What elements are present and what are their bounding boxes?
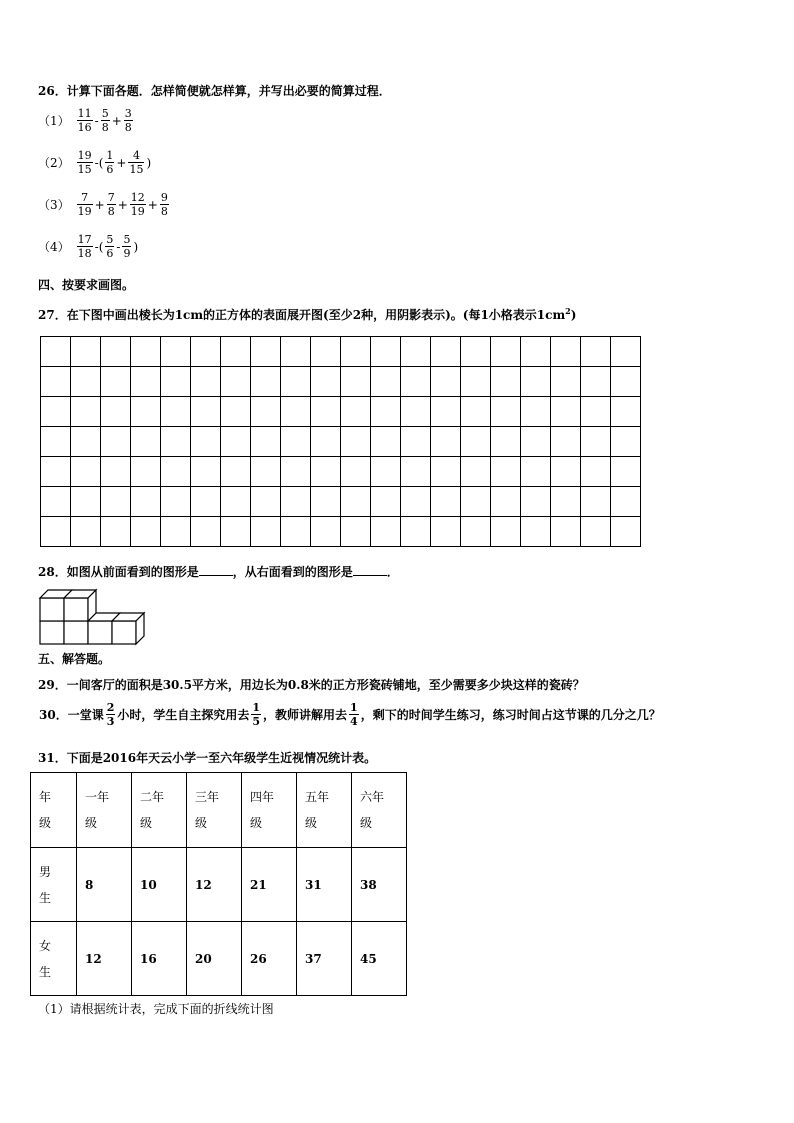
grid-cell[interactable]	[611, 427, 641, 457]
grid-row	[41, 427, 641, 457]
grid-cell[interactable]	[521, 487, 551, 517]
table-header-cell-line-2: 级	[195, 816, 208, 830]
grid-cell[interactable]	[221, 367, 251, 397]
cube-front	[40, 621, 64, 644]
fraction	[130, 191, 146, 218]
grid-cell[interactable]	[401, 367, 431, 397]
table-cell: 45	[352, 922, 407, 996]
table-header-cell-line-2: 级	[85, 816, 98, 830]
fraction-denominator: 19	[130, 205, 145, 218]
q26-item-3	[38, 191, 170, 218]
grid-cell[interactable]	[161, 337, 191, 367]
fraction-numerator: 12	[130, 191, 145, 204]
grid-cell[interactable]	[431, 367, 461, 397]
grid-cell[interactable]	[251, 427, 281, 457]
operator: +	[147, 197, 158, 212]
q30-frac-1-num: 2	[106, 701, 115, 714]
grid-cell[interactable]	[461, 487, 491, 517]
grid-cell[interactable]	[281, 427, 311, 457]
section-4-heading: 四、按要求画图。	[38, 278, 135, 292]
grid-cell[interactable]	[521, 367, 551, 397]
drawing-grid[interactable]	[40, 336, 641, 547]
grid-cell[interactable]	[341, 457, 371, 487]
q26-item-2	[38, 149, 152, 176]
q30-frac-3-den: 4	[350, 715, 358, 728]
q26-item-label: （1）	[38, 114, 70, 128]
cube-front	[40, 598, 64, 621]
grid-cell[interactable]	[71, 517, 101, 547]
grid-cell[interactable]	[431, 427, 461, 457]
fraction	[77, 107, 93, 134]
grid-cell[interactable]	[371, 517, 401, 547]
grid-cell[interactable]	[281, 487, 311, 517]
section-5-heading: 五、解答题。	[38, 652, 111, 666]
grid-cell[interactable]	[161, 487, 191, 517]
fraction-denominator: 6	[106, 163, 114, 176]
grid-cell[interactable]	[131, 367, 161, 397]
fraction-numerator: 5	[101, 107, 109, 120]
grid-cell[interactable]	[191, 397, 221, 427]
grid-cell[interactable]	[371, 427, 401, 457]
grid-cell[interactable]	[251, 487, 281, 517]
grid-cell[interactable]	[311, 427, 341, 457]
grid-cell[interactable]	[101, 487, 131, 517]
grid-cell[interactable]	[341, 367, 371, 397]
grid-cell[interactable]	[431, 487, 461, 517]
fraction-numerator: 5	[123, 233, 131, 246]
grid-row	[41, 457, 641, 487]
grid-cell[interactable]	[221, 427, 251, 457]
q30-frac-3-num: 1	[350, 701, 358, 714]
q26-item-4	[38, 233, 139, 260]
grid-cell[interactable]	[551, 337, 581, 367]
grid-cell[interactable]	[431, 517, 461, 547]
table-header-cell	[77, 773, 132, 848]
grid-cell[interactable]	[371, 487, 401, 517]
grid-cell[interactable]	[101, 397, 131, 427]
table-header-cell-line-1: 三年	[195, 790, 220, 804]
table-cell: 21	[242, 848, 297, 922]
grid-cell[interactable]	[41, 427, 71, 457]
grid-cell[interactable]	[191, 457, 221, 487]
grid-cell[interactable]	[221, 337, 251, 367]
q30-t2: 小时，学生自主探究用去	[117, 708, 250, 722]
grid-row	[41, 397, 641, 427]
grid-cell[interactable]	[41, 457, 71, 487]
grid-cell[interactable]	[581, 427, 611, 457]
grid-cell[interactable]	[41, 367, 71, 397]
table-header-cell	[297, 773, 352, 848]
fraction-numerator: 7	[107, 191, 115, 204]
grid-cell[interactable]	[611, 337, 641, 367]
table-header-cell-line-2: 级	[360, 816, 373, 830]
fraction-numerator: 3	[124, 107, 132, 120]
grid-cell[interactable]	[461, 457, 491, 487]
fraction-numerator: 5	[106, 233, 114, 246]
fraction-denominator: 16	[77, 121, 92, 134]
grid-cell[interactable]	[131, 427, 161, 457]
grid-cell[interactable]	[311, 517, 341, 547]
grid-cell[interactable]	[401, 517, 431, 547]
grid-cell[interactable]	[341, 397, 371, 427]
grid-cell[interactable]	[371, 457, 401, 487]
table-header-cell-line-2: 级	[305, 816, 318, 830]
grid-cell[interactable]	[41, 397, 71, 427]
grid-cell[interactable]	[311, 367, 341, 397]
fraction	[124, 107, 133, 134]
table-cell: 12	[187, 848, 242, 922]
q26-item-label: （2）	[38, 156, 70, 170]
grid-cell[interactable]	[341, 487, 371, 517]
fraction-denominator: 9	[123, 247, 131, 260]
grid-cell[interactable]	[161, 367, 191, 397]
grid-cell[interactable]	[581, 397, 611, 427]
operator: -	[94, 113, 99, 128]
grid-cell[interactable]	[101, 517, 131, 547]
q30-frac-1-den: 3	[106, 715, 115, 728]
fraction	[107, 191, 116, 218]
grid-cell[interactable]	[41, 337, 71, 367]
grid-cell[interactable]	[551, 517, 581, 547]
grid-cell[interactable]	[461, 337, 491, 367]
grid-cell[interactable]	[611, 517, 641, 547]
fraction	[101, 107, 110, 134]
grid-cell[interactable]	[341, 427, 371, 457]
fraction-numerator: 4	[128, 149, 144, 163]
grid-cell[interactable]	[371, 337, 401, 367]
grid-cell[interactable]	[551, 457, 581, 487]
grid-cell[interactable]	[311, 337, 341, 367]
table-cell: 10	[132, 848, 187, 922]
q31-subquestion: （1）请根据统计表，完成下面的折线统计图	[38, 1002, 274, 1016]
q28-prefix: 28．如图从前面看到的图形是	[38, 565, 199, 579]
table-row-label	[31, 848, 77, 922]
fraction-numerator: 1	[106, 149, 114, 162]
grid-cell[interactable]	[251, 337, 281, 367]
grid-cell[interactable]	[311, 457, 341, 487]
table-row-label-line-1: 男	[39, 864, 52, 879]
grid-cell[interactable]	[71, 487, 101, 517]
operator: -(	[94, 155, 104, 170]
grid-cell[interactable]	[131, 487, 161, 517]
table-header-cell-line-2: 级	[250, 816, 263, 830]
table-header-cell-line-1: 四年	[250, 790, 275, 804]
grid-cell[interactable]	[41, 517, 71, 547]
grid-cell[interactable]	[281, 397, 311, 427]
grid-cell[interactable]	[491, 457, 521, 487]
fraction-denominator: 8	[124, 121, 132, 134]
table-header-cell	[242, 773, 297, 848]
q30-frac-2-num: 1	[252, 701, 261, 714]
grid-cell[interactable]	[401, 487, 431, 517]
fraction-denominator: 8	[160, 205, 168, 218]
grid-cell[interactable]	[551, 397, 581, 427]
grid-cell[interactable]	[311, 397, 341, 427]
fraction	[77, 149, 93, 176]
grid-cell[interactable]	[191, 517, 221, 547]
grid-cell[interactable]	[131, 457, 161, 487]
table-row-label	[31, 922, 77, 996]
table-row-boys	[31, 848, 407, 922]
grid-cell[interactable]	[611, 367, 641, 397]
table-row-girls	[31, 922, 407, 996]
grid-cell[interactable]	[281, 457, 311, 487]
grid-cell[interactable]	[401, 397, 431, 427]
cube-front	[64, 598, 88, 621]
q26-item-label: （3）	[38, 198, 70, 212]
table-cell: 26	[242, 922, 297, 996]
grid-cell[interactable]	[491, 427, 521, 457]
grid-cell[interactable]	[251, 397, 281, 427]
grid-cell[interactable]	[581, 337, 611, 367]
table-cell: 37	[297, 922, 352, 996]
operator: -	[116, 239, 121, 254]
q30-text	[38, 701, 662, 728]
table-cell: 20	[187, 922, 242, 996]
grid-cell[interactable]	[41, 487, 71, 517]
fraction-numerator: 9	[160, 191, 168, 204]
fraction-denominator: 18	[77, 247, 92, 260]
grid-cell[interactable]	[401, 427, 431, 457]
grid-cell[interactable]	[611, 487, 641, 517]
q28-blank-front[interactable]	[199, 563, 233, 576]
grid-cell[interactable]	[221, 487, 251, 517]
grid-cell[interactable]	[341, 517, 371, 547]
grid-row	[41, 337, 641, 367]
fraction-denominator: 19	[77, 205, 92, 218]
grid-cell[interactable]	[491, 487, 521, 517]
q30-frac-2-den: 5	[252, 715, 261, 728]
grid-cell[interactable]	[161, 457, 191, 487]
grid-cell[interactable]	[431, 457, 461, 487]
table-cell: 31	[297, 848, 352, 922]
table-header-cell	[31, 773, 77, 848]
fraction	[105, 233, 114, 260]
grid-cell[interactable]	[281, 337, 311, 367]
table-row-label-line-2: 生	[39, 964, 52, 979]
q29-text: 29．一间客厅的面积是30.5平方米，用边长为0.8米的正方形瓷砖铺地，至少需要多少块这样的瓷砖？	[38, 678, 585, 692]
grid-cell[interactable]	[101, 367, 131, 397]
table-header-cell-line-1: 年	[39, 790, 52, 804]
grid-cell[interactable]	[161, 517, 191, 547]
grid-cell[interactable]	[221, 457, 251, 487]
grid-cell[interactable]	[491, 397, 521, 427]
grid-cell[interactable]	[551, 427, 581, 457]
grid-cell[interactable]	[401, 337, 431, 367]
q31-title: 31．下面是2016年天云小学一至六年级学生近视情况统计表。	[38, 751, 377, 765]
grid-cell[interactable]	[581, 367, 611, 397]
q26-title: 26．计算下面各题．怎样简便就怎样算，并写出必要的简算过程．	[38, 84, 391, 98]
grid-cell[interactable]	[71, 457, 101, 487]
grid-cell[interactable]	[491, 367, 521, 397]
operator: +	[116, 155, 127, 170]
grid-cell[interactable]	[101, 337, 131, 367]
q27-text	[38, 303, 576, 323]
fraction-numerator: 7	[77, 191, 93, 205]
grid-cell[interactable]	[251, 517, 281, 547]
grid-cell[interactable]	[161, 427, 191, 457]
grid-cell[interactable]	[131, 337, 161, 367]
grid-row	[41, 487, 641, 517]
fraction	[128, 149, 144, 176]
grid-cell[interactable]	[401, 457, 431, 487]
q28-text	[38, 563, 399, 580]
grid-cell[interactable]	[251, 457, 281, 487]
grid-cell[interactable]	[431, 397, 461, 427]
grid-cell[interactable]	[611, 397, 641, 427]
grid-row	[41, 517, 641, 547]
cube-front	[64, 621, 88, 644]
myopia-stats-table	[30, 772, 407, 996]
q28-suffix: ．	[386, 565, 399, 579]
grid-cell[interactable]	[581, 487, 611, 517]
grid-cell[interactable]	[191, 367, 221, 397]
fraction-numerator: 19	[77, 149, 92, 162]
table-cell: 38	[352, 848, 407, 922]
grid-cell[interactable]	[431, 337, 461, 367]
table-header-cell-line-2: 级	[39, 816, 52, 830]
operator: +	[117, 197, 128, 212]
q30-frac-1	[106, 701, 116, 728]
fraction	[122, 233, 131, 260]
fraction-denominator: 8	[107, 205, 115, 218]
grid-cell[interactable]	[461, 397, 491, 427]
grid-cell[interactable]	[521, 517, 551, 547]
table-header-cell-line-1: 五年	[305, 790, 330, 804]
operator: )	[146, 155, 152, 170]
table-header-cell-line-2: 级	[140, 816, 153, 830]
table-cell: 12	[77, 922, 132, 996]
fraction-numerator: 11	[77, 107, 92, 120]
grid-row	[41, 367, 641, 397]
q30-t1: 30．一堂课	[39, 708, 104, 722]
table-header-cell-line-1: 六年	[360, 790, 385, 804]
grid-cell[interactable]	[491, 337, 521, 367]
fraction	[160, 191, 169, 218]
q26-item-1	[38, 107, 134, 134]
table-header-cell	[187, 773, 242, 848]
operator: )	[133, 239, 139, 254]
grid-cell[interactable]	[71, 427, 101, 457]
fraction	[77, 233, 93, 260]
grid-cell[interactable]	[461, 427, 491, 457]
table-header-cell-line-1: 二年	[140, 790, 165, 804]
q30-frac-2	[251, 701, 261, 728]
operator: -(	[94, 239, 104, 254]
grid-cell[interactable]	[521, 397, 551, 427]
grid-cell[interactable]	[221, 397, 251, 427]
grid-cell[interactable]	[281, 367, 311, 397]
grid-cell[interactable]	[521, 337, 551, 367]
fraction-denominator: 8	[101, 121, 109, 134]
fraction	[77, 191, 93, 218]
grid-cell[interactable]	[101, 457, 131, 487]
q27-close: )	[570, 308, 577, 322]
operator: +	[94, 197, 105, 212]
table-row-label-line-1: 女	[39, 938, 52, 953]
q30-frac-3	[349, 701, 359, 728]
table-header-cell	[352, 773, 407, 848]
cube-stack-figure	[38, 588, 150, 646]
grid-cell[interactable]	[491, 517, 521, 547]
grid-cell[interactable]	[191, 487, 221, 517]
grid-cell[interactable]	[311, 487, 341, 517]
fraction	[105, 149, 114, 176]
grid-cell[interactable]	[251, 367, 281, 397]
table-header-cell	[132, 773, 187, 848]
q28-blank-right[interactable]	[353, 563, 387, 576]
grid-cell[interactable]	[611, 457, 641, 487]
q28-middle: ，从右面看到的图形是	[232, 565, 353, 579]
grid-cell[interactable]	[71, 337, 101, 367]
grid-cell[interactable]	[581, 517, 611, 547]
grid-cell[interactable]	[131, 517, 161, 547]
q30-t3: ，教师讲解用去	[263, 708, 348, 722]
grid-cell[interactable]	[191, 337, 221, 367]
grid-cell[interactable]	[461, 367, 491, 397]
fraction-denominator: 15	[129, 163, 144, 176]
grid-cell[interactable]	[371, 397, 401, 427]
q26-item-label: （4）	[38, 240, 70, 254]
grid-cell[interactable]	[191, 427, 221, 457]
grid-cell[interactable]	[71, 397, 101, 427]
grid-cell[interactable]	[551, 367, 581, 397]
grid-cell[interactable]	[131, 397, 161, 427]
fraction-denominator: 15	[77, 163, 92, 176]
grid-cell[interactable]	[221, 517, 251, 547]
table-cell: 16	[132, 922, 187, 996]
grid-cell[interactable]	[101, 427, 131, 457]
fraction-numerator: 17	[77, 233, 92, 246]
grid-cell[interactable]	[581, 457, 611, 487]
cube-front	[112, 621, 136, 644]
grid-cell[interactable]	[371, 367, 401, 397]
grid-cell[interactable]	[341, 337, 371, 367]
q27-sup: 2	[565, 306, 571, 316]
table-header-cell-line-1: 一年	[85, 790, 110, 804]
fraction-denominator: 6	[106, 247, 114, 260]
operator: +	[111, 113, 122, 128]
grid-cell[interactable]	[521, 427, 551, 457]
grid-cell[interactable]	[281, 517, 311, 547]
grid-cell[interactable]	[551, 487, 581, 517]
cube-front	[88, 621, 112, 644]
q27-main: 27．在下图中画出棱长为1cm的正方体的表面展开图(至少2种，用阴影表示)。(每1小格表示1cm	[38, 308, 566, 322]
table-row-label-line-2: 生	[39, 890, 52, 905]
table-cell: 8	[77, 848, 132, 922]
grid-cell[interactable]	[461, 517, 491, 547]
grid-cell[interactable]	[161, 397, 191, 427]
grid-cell[interactable]	[521, 457, 551, 487]
grid-cell[interactable]	[71, 367, 101, 397]
table-header-row	[31, 773, 407, 848]
q30-t4: ，剩下的时间学生练习，练习时间占这节课的几分之几？	[360, 708, 661, 722]
